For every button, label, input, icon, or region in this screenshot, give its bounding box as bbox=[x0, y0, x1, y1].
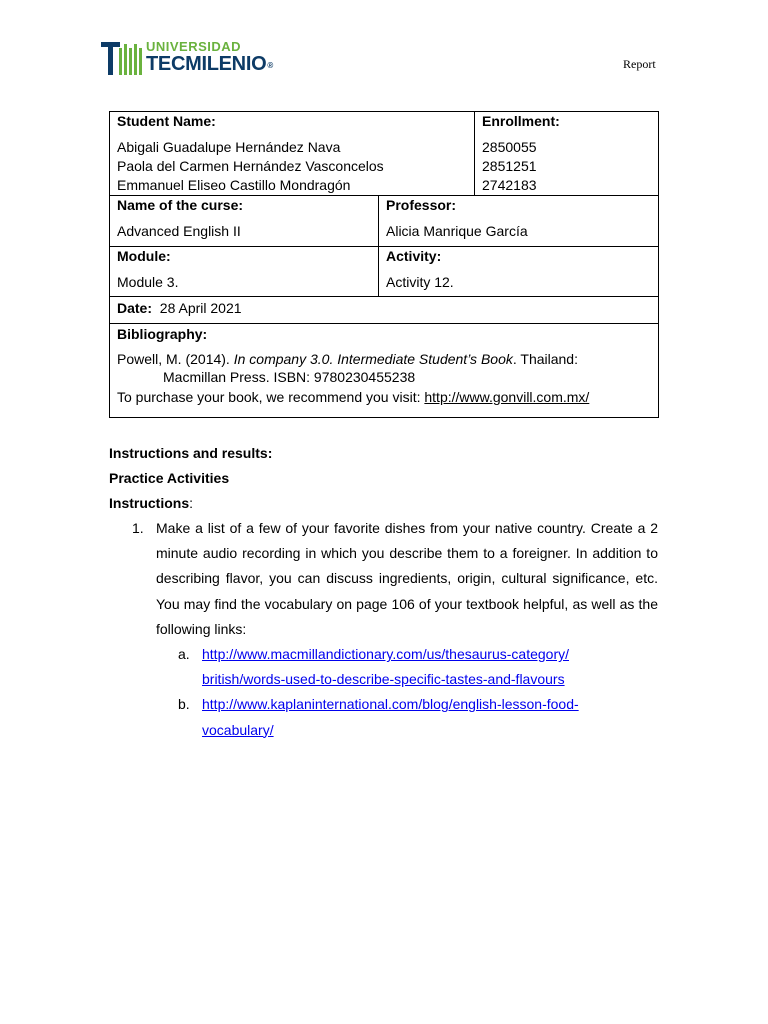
bib-line2: Macmillan Press. ISBN: 9780230455238 bbox=[163, 369, 416, 385]
info-table bbox=[109, 111, 659, 418]
instructions-label: Instructions bbox=[109, 495, 190, 511]
bibliography-label: Bibliography: bbox=[117, 326, 208, 342]
link-item-a bbox=[178, 642, 658, 692]
document-body bbox=[109, 441, 658, 743]
course-label: Name of the curse: bbox=[117, 197, 244, 213]
list-item-number: 1. bbox=[132, 520, 144, 536]
logo-text-tecmilenio bbox=[146, 53, 272, 76]
instructions-colon: : bbox=[189, 495, 194, 511]
purchase-text: To purchase your book, we recommend you visit: bbox=[117, 389, 425, 405]
course-value: Advanced English II bbox=[117, 223, 241, 239]
link-item-label: b. bbox=[178, 696, 190, 713]
module-row bbox=[110, 247, 659, 297]
professor-cell bbox=[379, 196, 659, 247]
enrollment-cell bbox=[475, 112, 659, 196]
logo-mark-icon bbox=[100, 38, 144, 78]
date-cell bbox=[110, 297, 659, 324]
kaplan-link[interactable]: http://www.kaplaninternational.com/blog/english-lesson-food- bbox=[202, 696, 579, 713]
link-item-label: a. bbox=[178, 646, 190, 663]
module-value: Module 3. bbox=[117, 274, 179, 290]
module-cell bbox=[110, 247, 379, 297]
date-row bbox=[110, 297, 659, 324]
course-cell bbox=[110, 196, 379, 247]
link-item-b bbox=[178, 692, 658, 742]
purchase-line bbox=[117, 388, 651, 407]
bibliography-row bbox=[110, 324, 659, 418]
activity-cell bbox=[379, 247, 659, 297]
logo-wordmark: TECMILENIO bbox=[146, 53, 267, 75]
student-name: Paola del Carmen Hernández Vasconcelos bbox=[117, 158, 384, 174]
student-name: Abigali Guadalupe Hernández Nava bbox=[117, 139, 341, 155]
student-name: Emmanuel Eliseo Castillo Mondragón bbox=[117, 177, 351, 193]
bib-author: Powell, M. (2014). bbox=[117, 351, 234, 367]
instructions-results-heading: Instructions and results: bbox=[109, 445, 273, 461]
bibliography-cell bbox=[110, 324, 659, 418]
date-label: Date: bbox=[117, 300, 153, 316]
bibliography-entry bbox=[117, 350, 651, 369]
logo-text-universidad: UNIVERSIDAD bbox=[146, 39, 242, 54]
student-name-label: Student Name: bbox=[117, 113, 216, 129]
macmillan-link-continued[interactable]: british/words-used-to-describe-specific-tastes-and-flavours bbox=[202, 671, 565, 688]
date-value: 28 April 2021 bbox=[159, 300, 242, 316]
activity-value: Activity 12. bbox=[386, 274, 454, 290]
list-item bbox=[132, 516, 658, 642]
module-label: Module: bbox=[117, 248, 171, 264]
enrollment-number: 2850055 bbox=[482, 139, 537, 155]
list-item-text: Make a list of a few of your favorite dishes from your native country. Create a 2 minute audio recording in which you describe them to a foreigner. In addition to describing flavor, you can discuss ingredients, origin, cultural significance, etc. You may find the vocabulary on page 106 of your textbook helpful, as well as the following links: bbox=[156, 520, 658, 637]
activity-label: Activity: bbox=[386, 248, 442, 264]
purchase-link[interactable]: http://www.gonvill.com.mx/ bbox=[424, 389, 590, 405]
registered-mark: ® bbox=[267, 61, 273, 70]
student-name-cell bbox=[110, 112, 475, 196]
kaplan-link-continued[interactable]: vocabulary/ bbox=[202, 721, 274, 738]
instructions-heading bbox=[109, 491, 658, 516]
report-label: Report bbox=[623, 57, 656, 71]
professor-label: Professor: bbox=[386, 197, 457, 213]
bib-rest: . Thailand: bbox=[512, 351, 578, 367]
bib-title: In company 3.0. Intermediate Student’s Book bbox=[233, 351, 513, 367]
macmillan-link[interactable]: http://www.macmillandictionary.com/us/thesaurus-category/ bbox=[202, 646, 569, 663]
practice-activities-heading: Practice Activities bbox=[109, 470, 230, 486]
student-row bbox=[110, 112, 659, 196]
course-row bbox=[110, 196, 659, 247]
professor-value: Alicia Manrique García bbox=[386, 223, 528, 239]
enrollment-number: 2851251 bbox=[482, 158, 537, 174]
enrollment-label: Enrollment: bbox=[482, 113, 560, 129]
enrollment-number: 2742183 bbox=[482, 177, 537, 193]
university-logo bbox=[100, 38, 300, 78]
